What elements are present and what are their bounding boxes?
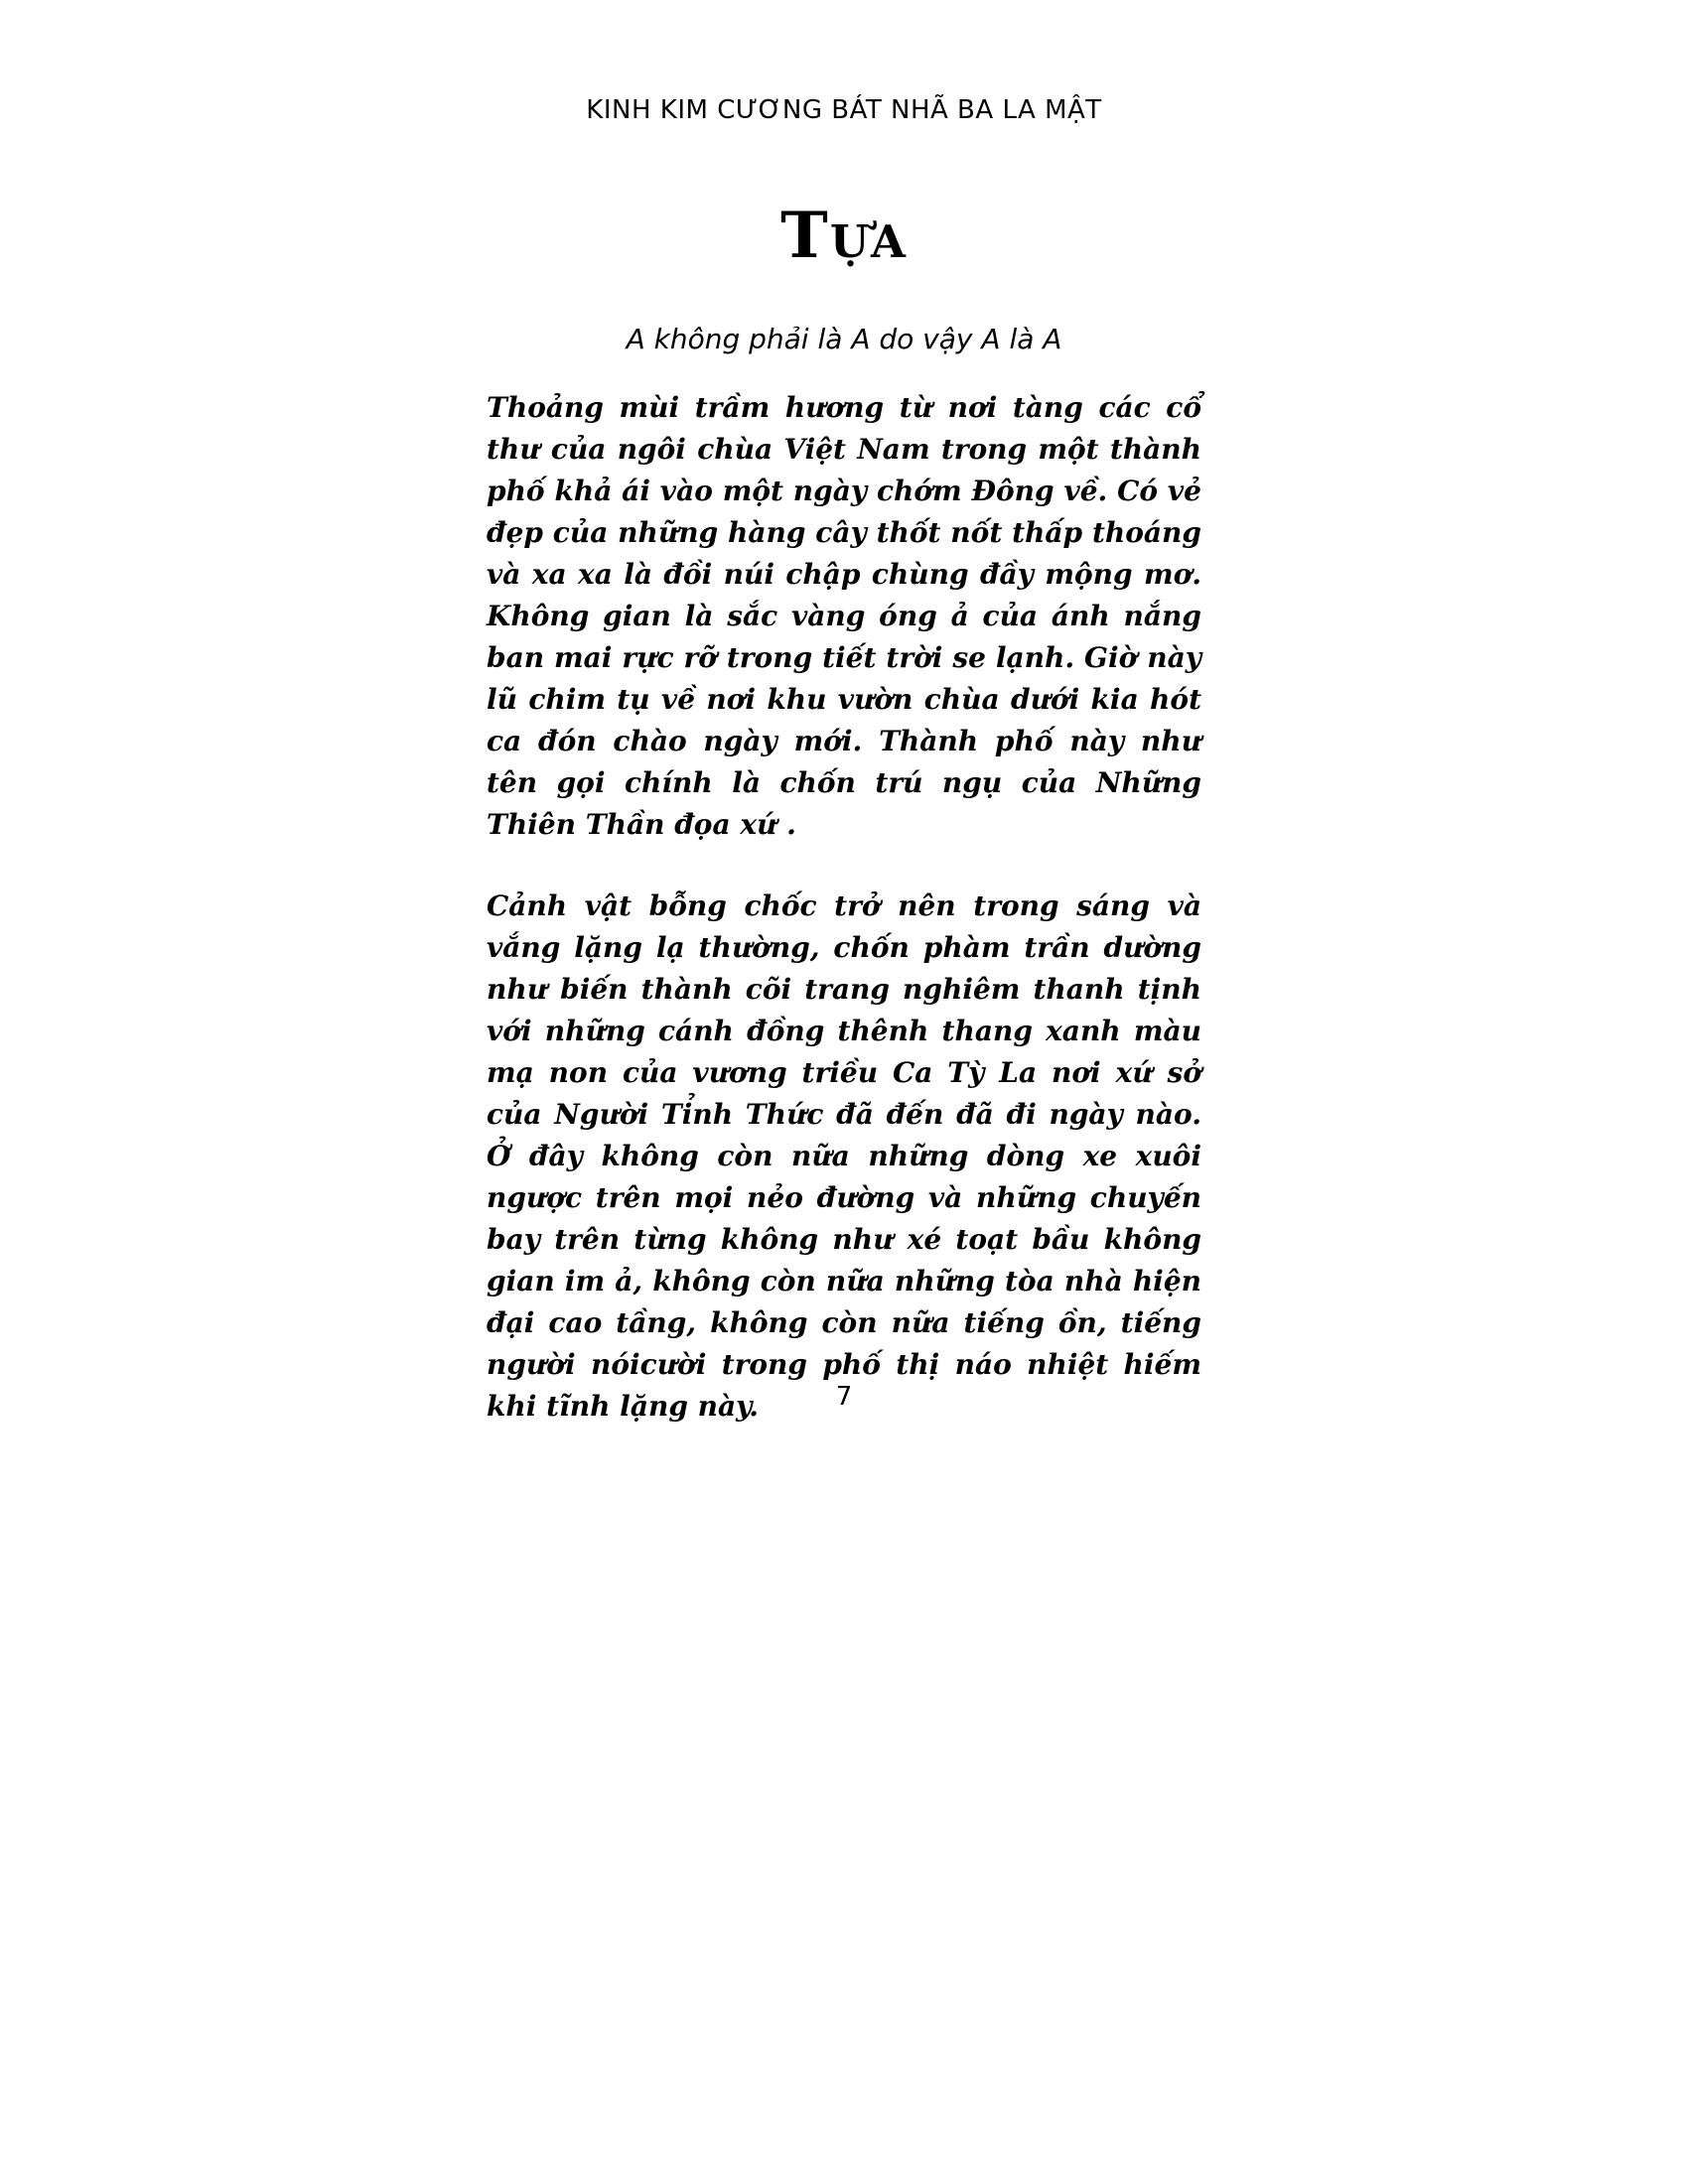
running-header: KINH KIM CƯƠNG BÁT NHÃ BA LA MẬT [586,95,1102,125]
paragraph-1: Thoảng mùi trầm hương từ nơi tàng các cổ thư của ngôi chùa Việt Nam trong một thành phố khả ái vào một ngày chớm Đông về. Có vẻ đẹp của những hàng cây thốt nốt thấp thoáng và xa xa là đồi núi chập chùng đầy mộng mơ. Không gian là sắc vàng óng ả của ánh nắng ban mai rực rỡ trong tiết trời se lạnh. Giờ này lũ chim tụ về nơi khu vườn chùa dưới kia hót ca đón chào ngày mới. Thành phố này như tên gọi chính là chốn trú ngụ của Những Thiên Thần đọa xứ . [487,391,1201,841]
paragraph-2: Cảnh vật bỗng chốc trở nên trong sáng và vắng lặng lạ thường, chốn phàm trần dường như biến thành cõi trang nghiêm thanh tịnh với những cánh đồng thênh thang xanh màu mạ non của vương triều Ca Tỳ La nơi xứ sở của Người Tỉnh Thức đã đến đã đi ngày nào. Ở đây không còn nữa những dòng xe xuôi ngược trên mọi nẻo đường và những chuyến bay trên từng không như xé toạt bầu không gian im ả, không còn nữa những tòa nhà hiện đại cao tầng, không còn nữa tiếng ồn, tiếng người nóicười trong phố thị náo nhiệt hiếm khi tĩnh lặng này. [487,889,1201,1423]
body-text [487,387,1201,1467]
epigraph: A không phải là A do vậy A là A [626,323,1062,355]
chapter-title: Tựa [780,199,908,273]
page-number: 7 [835,1382,853,1412]
